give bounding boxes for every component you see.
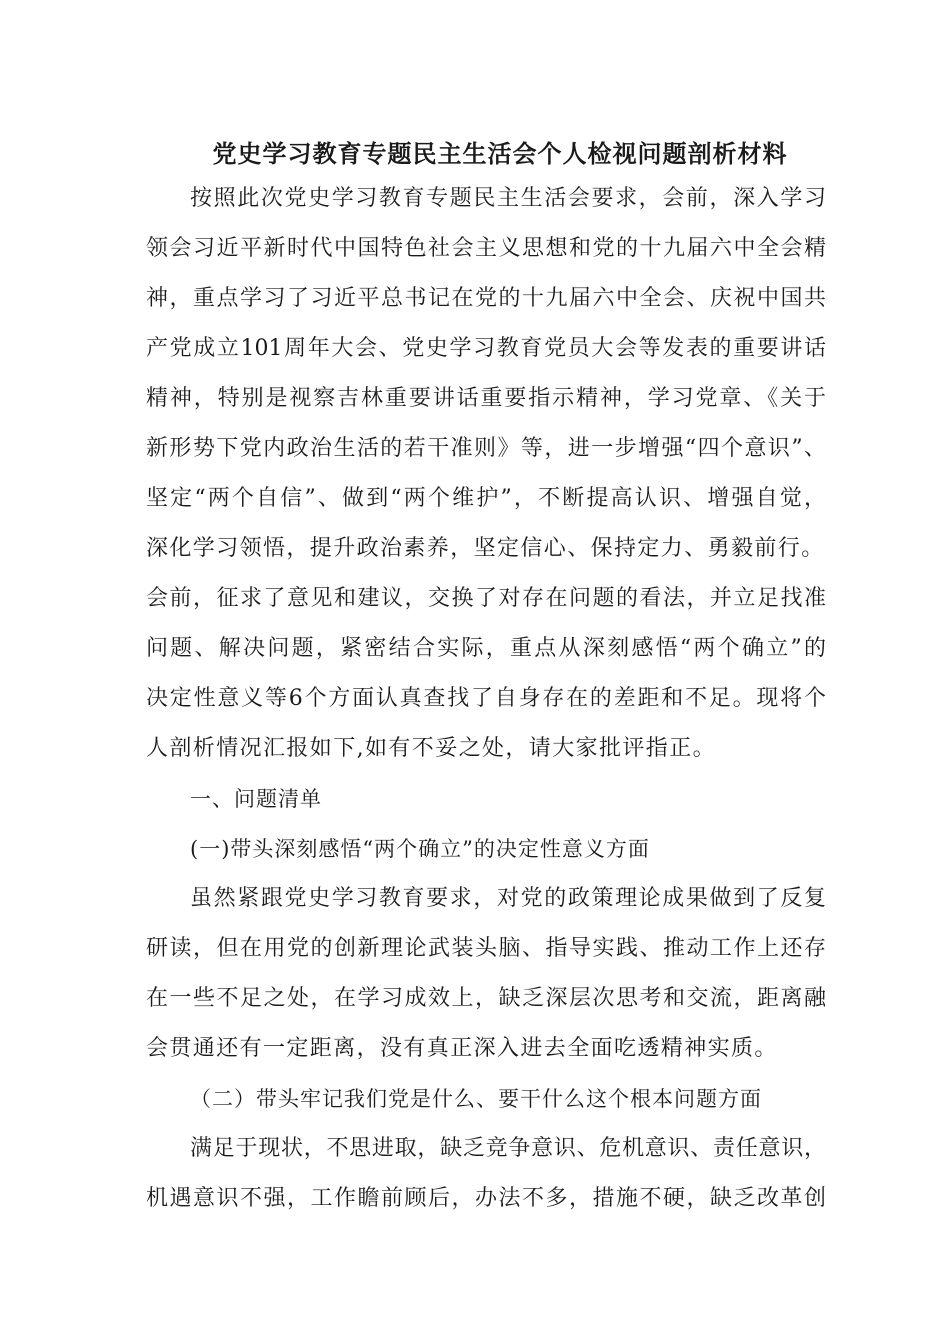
- subsection-two-heading: （二）带头牢记我们党是什么、要干什么这个根本问题方面: [190, 1087, 762, 1111]
- document-title: 党史学习教育专题民主生活会个人检视问题剖析材料: [212, 139, 788, 168]
- subsection-two-line-2: 机遇意识不强，工作瞻前顾后，办法不多，措施不硬，缺乏改革创: [146, 1186, 826, 1211]
- intro-line-9: 会前，征求了意见和建议，交换了对存在问题的看法，并立足找准: [146, 586, 826, 611]
- section-one-heading: 一、问题清单: [190, 787, 322, 811]
- intro-line-3: 神，重点学习了习近平总书记在党的十九届六中全会、庆祝中国共: [146, 286, 826, 311]
- intro-line-12: 人剖析情况汇报如下,如有不妥之处，请大家批评指正。: [146, 736, 716, 761]
- subsection-one-line-1: 虽然紧跟党史学习教育要求，对党的政策理论成果做到了反复: [190, 886, 826, 911]
- subsection-one-heading: (一)带头深刻感悟“两个确立”的决定性意义方面: [190, 837, 650, 861]
- intro-line-5: 精神，特别是视察吉林重要讲话重要指示精神，学习党章、《关于: [146, 386, 826, 411]
- intro-line-6: 新形势下党内政治生活的若干准则》等，进一步增强“四个意识”、: [146, 436, 826, 461]
- intro-line-8: 深化学习领悟，提升政治素养，坚定信心、保持定力、勇毅前行。: [146, 536, 825, 561]
- subsection-one-line-2: 研读，但在用党的创新理论武装头脑、指导实践、推动工作上还存: [146, 936, 826, 961]
- subsection-one-line-4: 会贯通还有一定距离，没有真正深入进去全面吃透精神实质。: [146, 1036, 778, 1061]
- intro-line-10: 问题、解决问题，紧密结合实际，重点从深刻感悟“两个确立”的: [146, 636, 826, 661]
- intro-line-11: 决定性意义等6个方面认真查找了自身存在的差距和不足。现将个: [146, 686, 826, 711]
- intro-line-4: 产党成立101周年大会、党史学习教育党员大会等发表的重要讲话: [146, 336, 826, 361]
- subsection-two-line-1: 满足于现状，不思进取，缺乏竞争意识、危机意识、责任意识，: [190, 1136, 826, 1161]
- intro-line-7: 坚定“两个自信”、做到“两个维护”，不断提高认识、增强自觉，: [146, 486, 826, 511]
- intro-line-2: 领会习近平新时代中国特色社会主义思想和党的十九届六中全会精: [146, 236, 826, 261]
- subsection-one-line-3: 在一些不足之处，在学习成效上，缺乏深层次思考和交流，距离融: [146, 986, 826, 1011]
- intro-line-1: 按照此次党史学习教育专题民主生活会要求，会前，深入学习: [190, 186, 826, 211]
